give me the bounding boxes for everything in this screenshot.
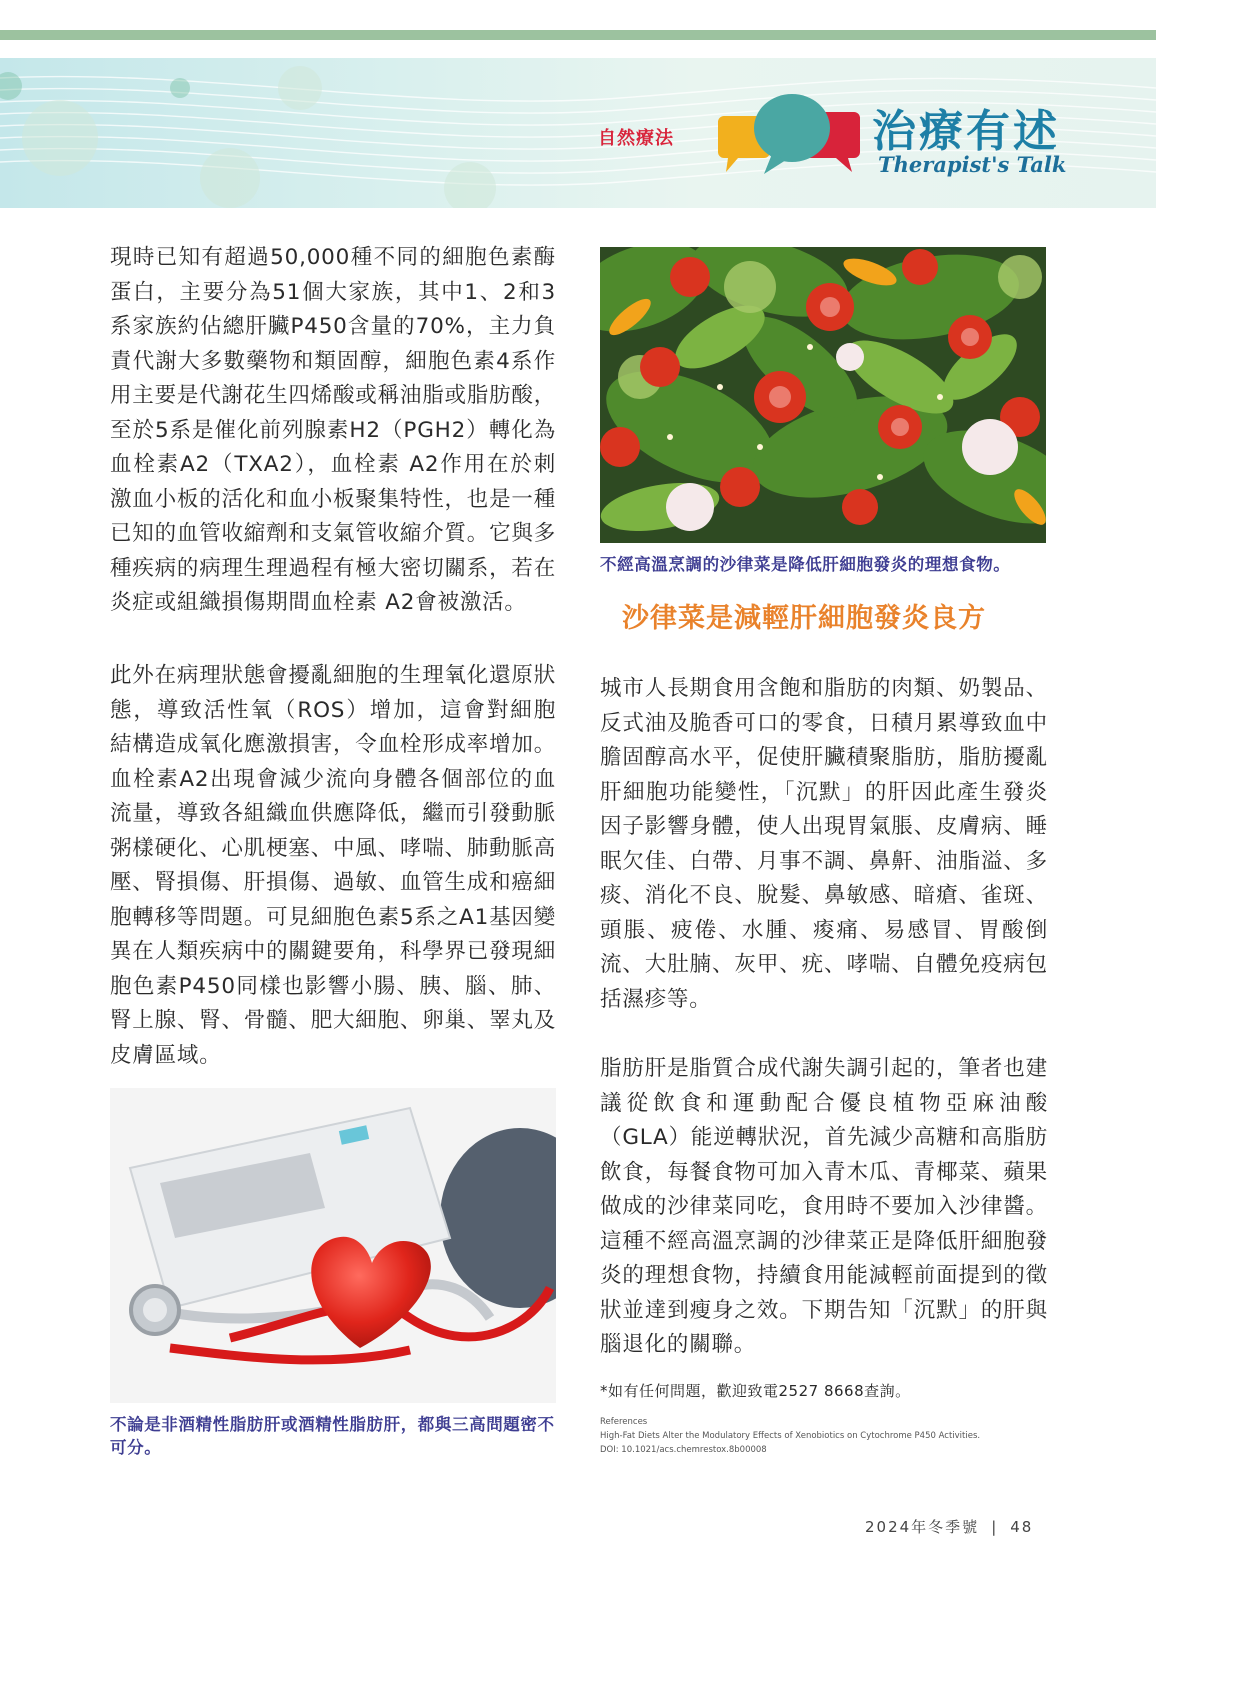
top-rule — [0, 30, 1156, 40]
reference-title: High-Fat Diets Alter the Modulatory Effects of Xenobiotics on Cytochrome P450 Activities. — [600, 1431, 981, 1441]
left-paragraph-2: 此外在病理狀態會擾亂細胞的生理氧化還原狀態，導致活性氧（ROS）增加，這會對細胞結構造成氧化應激損害，令血栓形成率增加。血栓素A2出現會減少流向身體各個部位的血流量，導致各組織血供應降低，繼而引發動脈粥樣硬化、心肌梗塞、中風、哮喘、肺動脈高壓、腎損傷、肝損傷、過敏、血管生成和癌細胞轉移等問題。可見細胞色素5系之A1基因變異在人類疾病中的關鍵要角，科學界已發現細胞色素P450同樣也影響小腸、胰、腦、肺、腎上腺、腎、骨髓、肥大細胞、卵巢、睪丸及皮膚區域。 — [110, 663, 557, 1068]
page-footer — [865, 1516, 1033, 1537]
references — [600, 1415, 980, 1457]
salad-photo — [600, 247, 1046, 543]
blood-pressure-photo — [110, 1088, 556, 1403]
blood-pressure-photo-caption: 不論是非酒精性脂肪肝或酒精性脂肪肝，都與三高問題密不可分。 — [110, 1415, 555, 1457]
right-paragraph-1: 城市人長期食用含飽和脂肪的肉類、奶製品、反式油及脆香可口的零食，日積月累導致血中膽固醇高水平，促使肝臟積聚脂肪，脂肪擾亂肝細胞功能變性，「沉默」的肝因此產生發炎因子影響身體，使人出現胃氣脹、皮膚病、睡眠欠佳、白帶、月事不調、鼻鼾、油脂溢、多痰、消化不良、脫髮、鼻敏感、暗瘡、雀斑、頭脹、疲倦、水腫、痠痛、易感冒、胃酸倒流、大肚腩、灰甲、疣、哮喘、自體免疫病包括濕疹等。 — [600, 676, 1048, 1012]
column-title-en: Therapist's Talk — [878, 152, 1067, 177]
page-number: 48 — [1010, 1518, 1034, 1536]
salad-photo-caption: 不經高溫烹調的沙律菜是降低肝細胞發炎的理想食物。 — [600, 555, 1011, 574]
references-label: References — [600, 1417, 648, 1427]
issue-label: 2024年冬季號 — [865, 1518, 980, 1536]
speech-bubbles-icon — [718, 88, 868, 183]
section-subheading: 沙律菜是減輕肝細胞發炎良方 — [622, 603, 986, 634]
contact-note: *如有任何問題，歡迎致電2527 8668查詢。 — [600, 1382, 911, 1400]
reference-doi: DOI: 10.1021/acs.chemrestox.8b00008 — [600, 1445, 767, 1455]
right-paragraph-2: 脂肪肝是脂質合成代謝失調引起的，筆者也建議從飲食和運動配合優良植物亞麻油酸（GLA）能逆轉狀況，首先減少高糖和高脂肪飲食，每餐食物可加入青木瓜、青椰菜、蘋果做成的沙律菜同吃，食用時不要加入沙律醬。這種不經高溫烹調的沙律菜正是降低肝細胞發炎的理想食物，持續食用能減輕前面提到的徵狀並達到瘦身之效。下期告知「沉默」的肝與腦退化的關聯。 — [600, 1056, 1048, 1357]
column-title-cn: 治療有述 — [872, 106, 1060, 157]
footer-separator: | — [991, 1518, 999, 1536]
left-paragraph-1: 現時已知有超過50,000種不同的細胞色素酶蛋白，主要分為51個大家族，其中1、2和3系家族約佔總肝臟P450含量的70%，主力負責代謝大多數藥物和類固醇，細胞色素4系作用主要是代謝花生四烯酸或稱油脂或脂肪酸，至於5系是催化前列腺素H2（PGH2）轉化為血栓素A2（TXA2），血栓素 A2作用在於刺激血小板的活化和血小板聚集特性，也是一種已知的血管收縮劑和支氣管收縮介質。它與多種疾病的病理生理過程有極大密切關系，若在炎症或組織損傷期間血栓素 A2會被激活。 — [110, 245, 557, 615]
section-label: 自然療法 — [598, 128, 674, 149]
